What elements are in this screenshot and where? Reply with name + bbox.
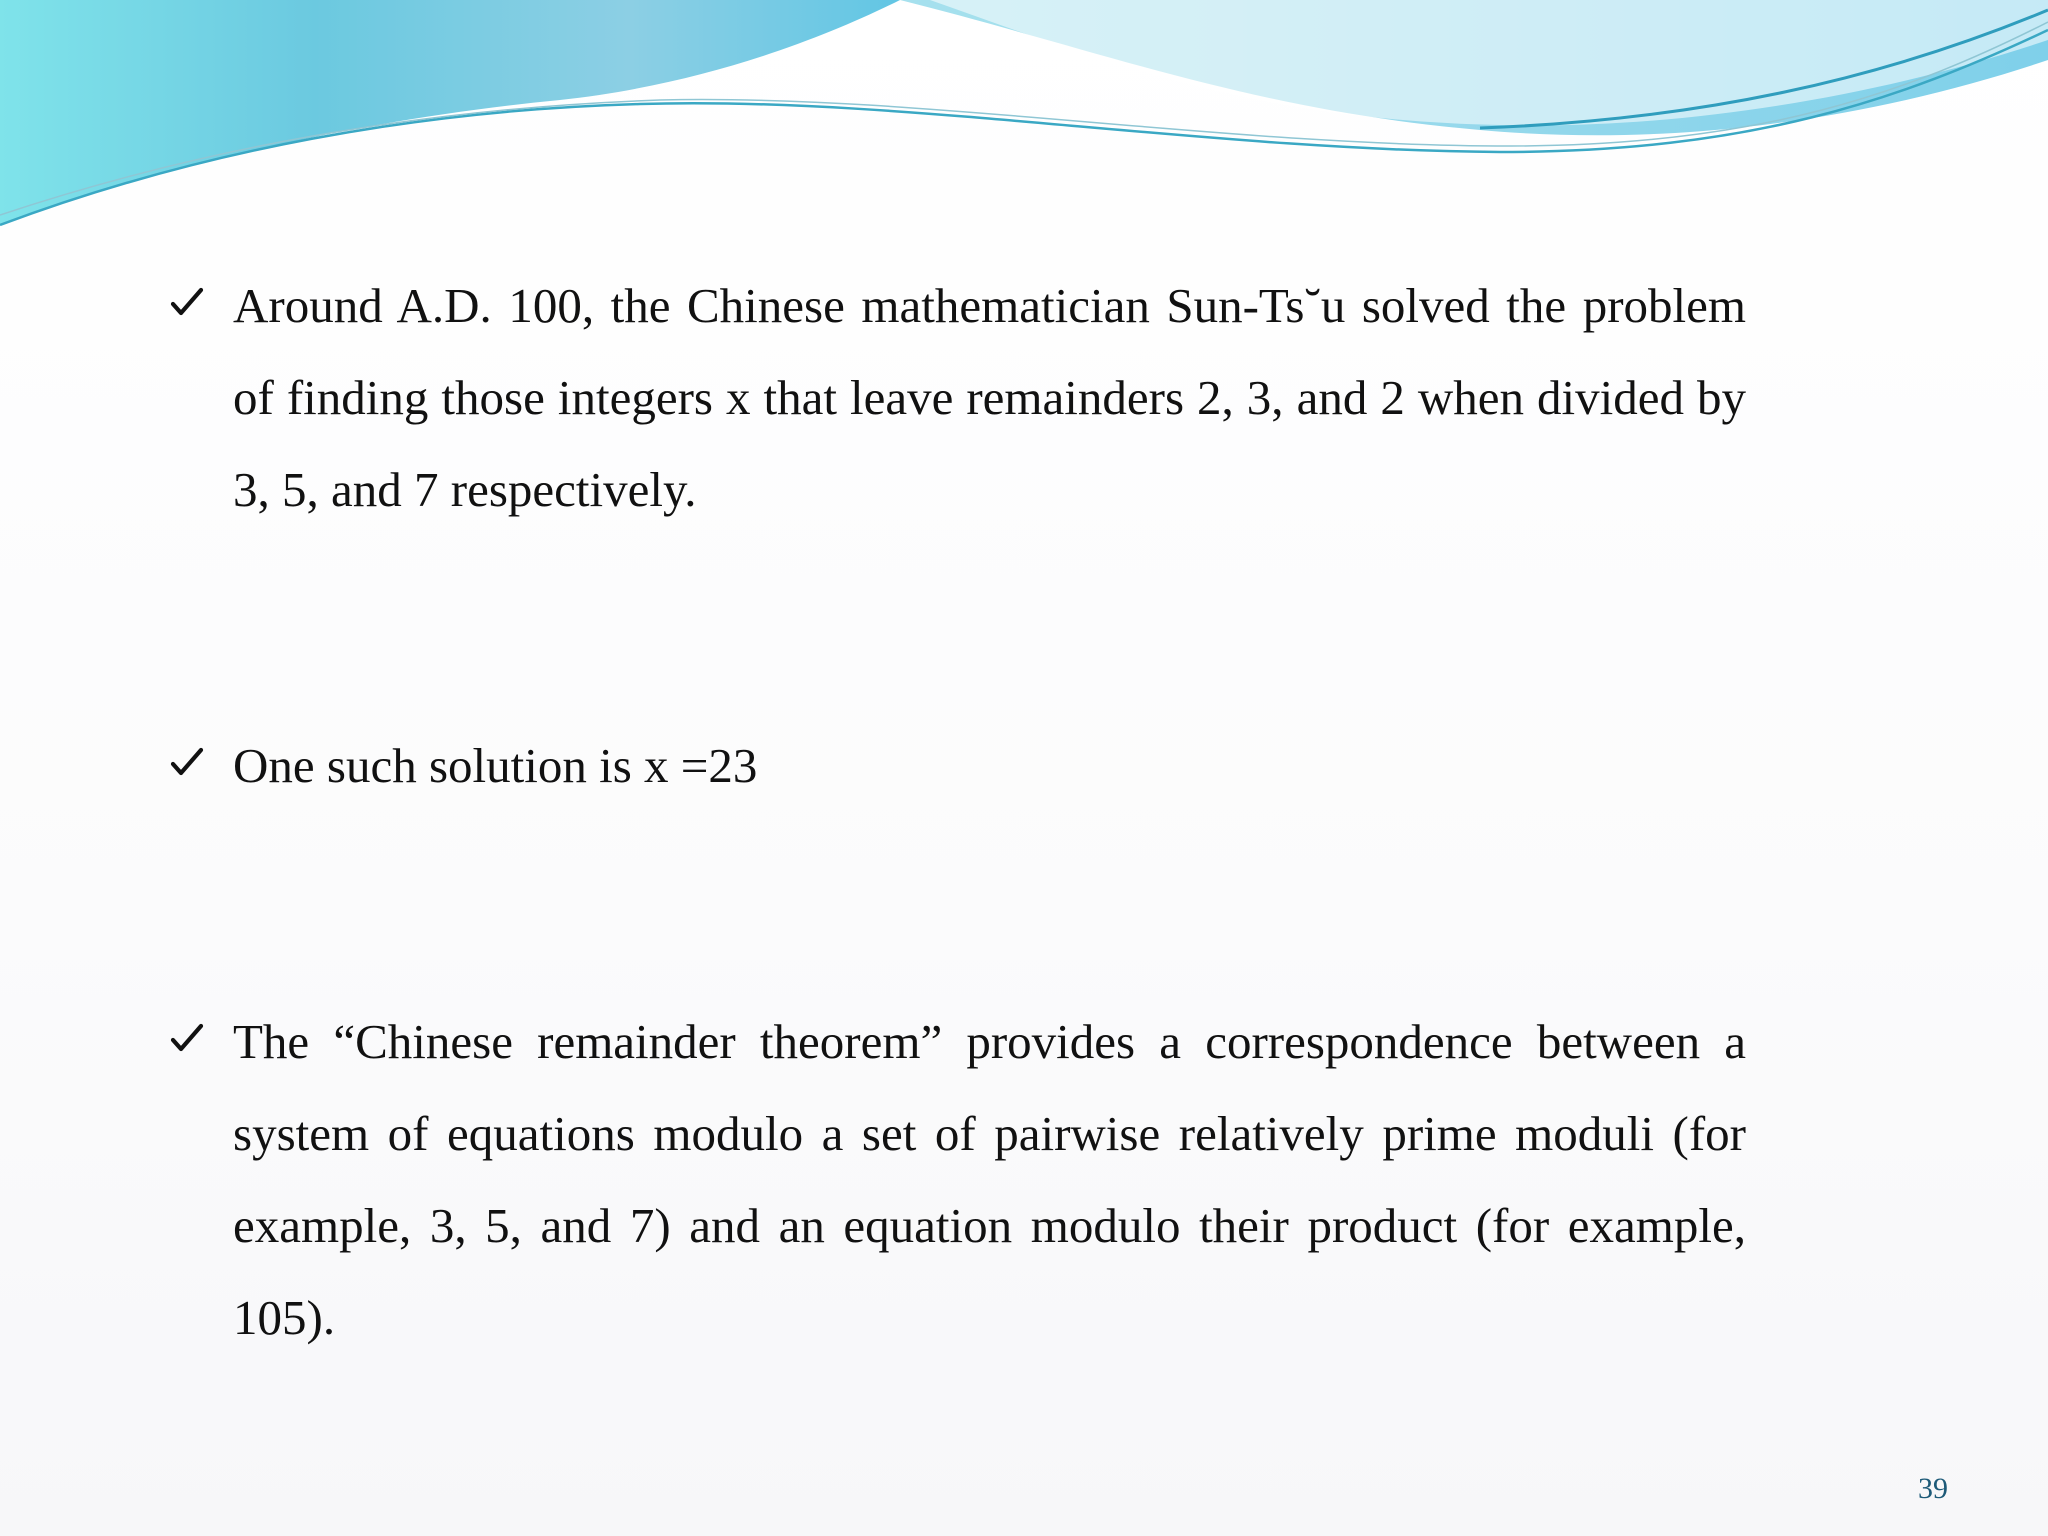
bullet-text: The “Chinese remainder theorem” provides a correspondence between a system of equations modulo a set of pairwise relatively prime moduli (for example, 3, 5, and 7) and an equation modulo their product (for example, 105). — [233, 1014, 1746, 1345]
bullet-item — [170, 1014, 1746, 1364]
checkmark-icon — [170, 1022, 204, 1056]
bullet-item — [170, 738, 1746, 812]
bullet-text: Around A.D. 100, the Chinese mathematician Sun-Ts˘u solved the problem of finding those integers x that leave remainders 2, 3, and 2 when divided by 3, 5, and 7 respectively. — [233, 278, 1746, 517]
checkmark-icon — [170, 286, 204, 320]
header-wave-decoration — [0, 0, 2048, 240]
bullet-text: One such solution is x =23 — [233, 738, 758, 793]
page-number: 39 — [1918, 1472, 1948, 1505]
checkmark-icon — [170, 746, 204, 780]
bullet-item — [170, 278, 1746, 536]
